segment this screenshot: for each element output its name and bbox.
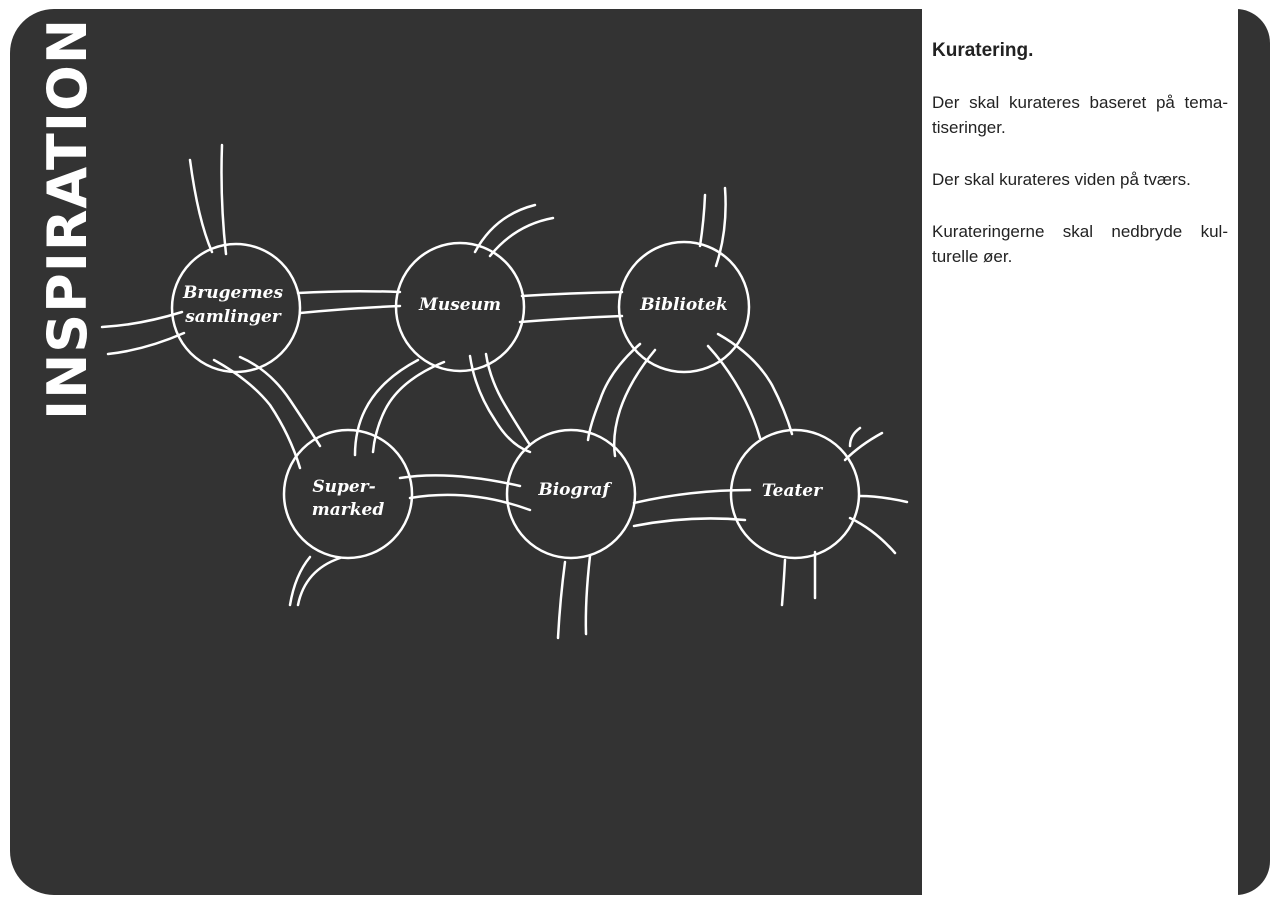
node-label-brugernes-2: samlinger	[185, 307, 281, 327]
panel-paragraph-3: Kurateringerne skal nedbryde kul-turelle øer.	[932, 222, 1228, 266]
node-label-museum: Museum	[419, 295, 501, 315]
node-label-brugernes-1: Brugernes	[182, 283, 284, 303]
node-label-biograf: Biograf	[538, 480, 610, 500]
side-title: INSPIRATION	[36, 17, 99, 420]
panel-heading: Kuratering.	[932, 40, 1034, 61]
node-label-supermarked-1: Super-	[312, 477, 376, 497]
panel-paragraph-1: Der skal kurateres baseret på tema-tiseringer.	[932, 93, 1228, 137]
connection-lines	[102, 145, 907, 638]
node-label-supermarked-2: marked	[311, 500, 385, 520]
node-label-bibliotek: Bibliotek	[640, 295, 728, 315]
node-label-teater: Teater	[761, 481, 823, 501]
panel-paragraph-2: Der skal kurateres viden på tværs.	[932, 170, 1191, 189]
